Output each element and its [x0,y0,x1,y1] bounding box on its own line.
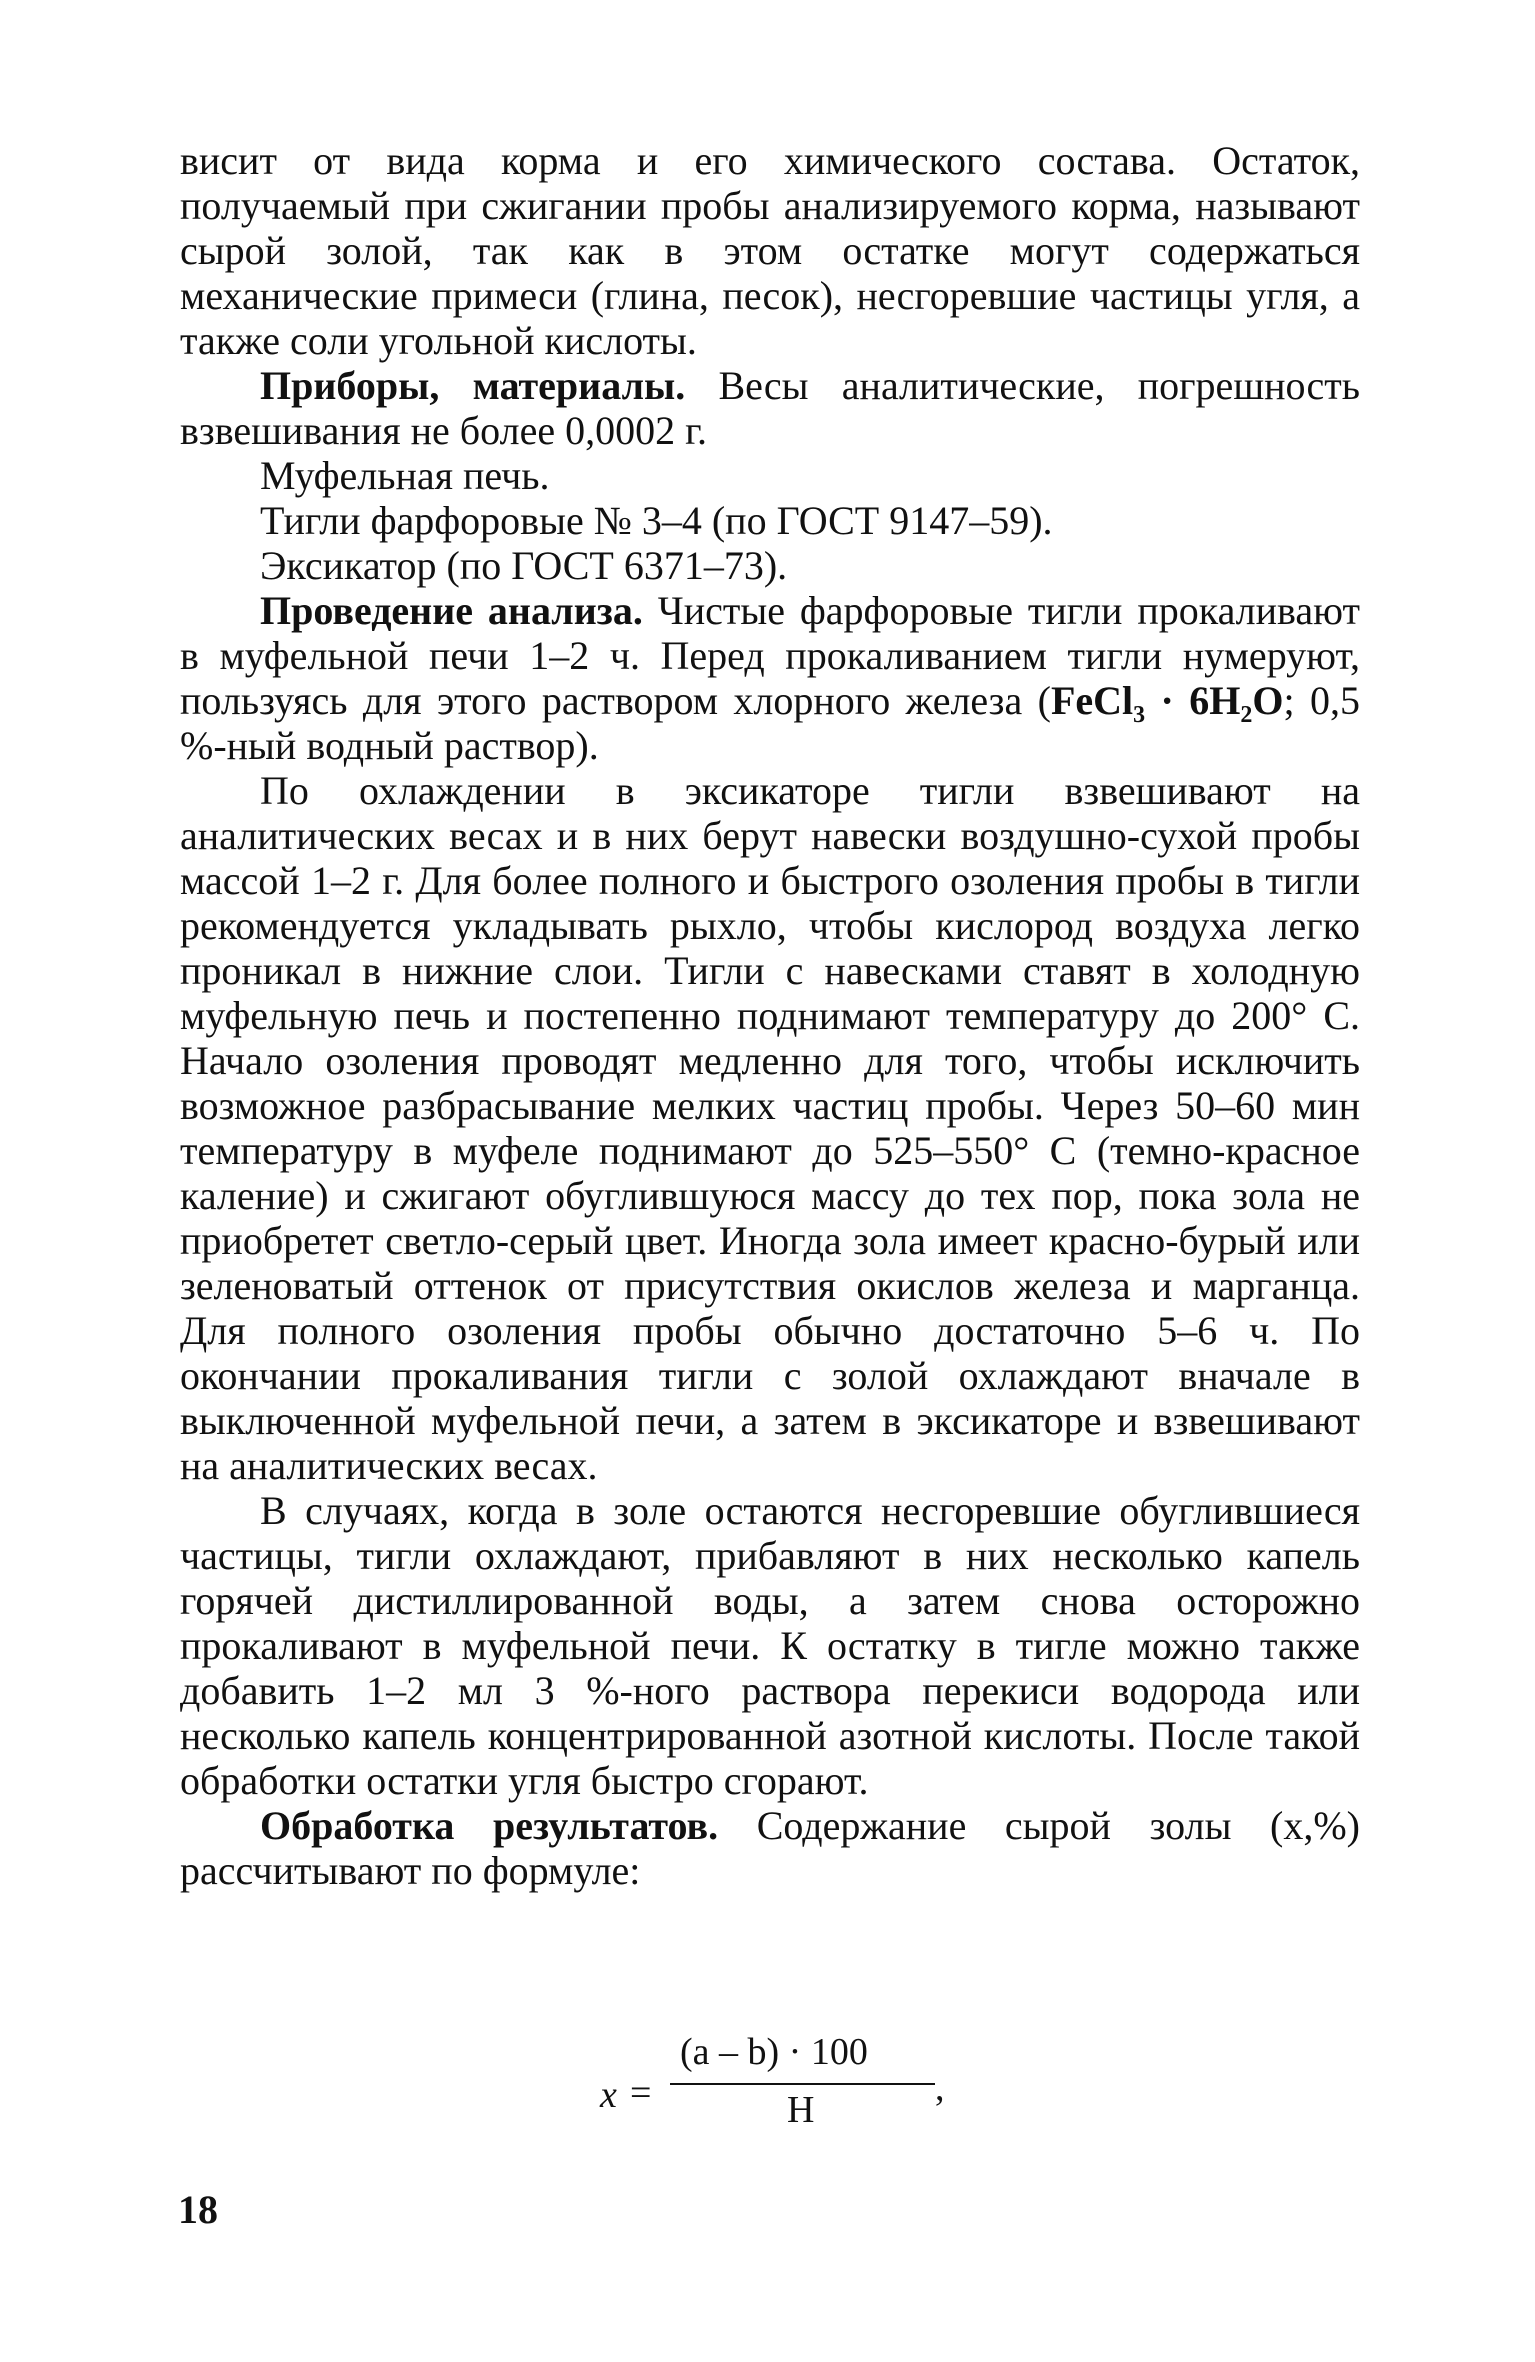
paragraph-equipment [180,363,1360,453]
formula-comma: , [935,2067,945,2109]
paragraph-residue: В случаях, когда в золе остаются несгоревшие обуглившиеся частицы, тигли охлаждают, прибавляют в них несколько капель горячей дистиллированной воды, а затем снова осторожно прокаливают в муфельной печи. К остатку в тигле можно также добавить 1–2 мл 3 %-ного раствора перекиси водорода или несколько капель концентрированной азотной кислоты. После такой обработки остатки угля быстро сгорают. [180,1488,1360,1803]
heading-equipment: Приборы, материалы. [260,363,686,408]
heading-procedure: Проведение анализа. [260,588,643,633]
paragraph-procedure [180,588,1360,768]
results-text: Содержание сырой золы (x,%) рассчитывают по формуле: [180,1803,1361,1893]
formula-denominator: Н [787,2089,815,2131]
paragraph-cooling: По охлаждении в эксикаторе тигли взвешивают на аналитических весах и в них берут навески воздушно-сухой пробы массой 1–2 г. Для более полного и быстрого озоления пробы в тигли рекомендуется укладывать рыхло, чтобы кислород воздуха легко проникал в нижние слои. Тигли с навесками ставят в холодную муфельную печь и постепенно поднимают температуру до 200° С. Начало озоления проводят медленно для того, чтобы исключить возможное разбрасывание мелких частиц пробы. Через 50–60 мин температуру в муфеле поднимают до 525–550° С (темно-красное каление) и сжигают обуглившуюся массу до тех пор, пока зола не приобретет светло-серый цвет. Иногда зола имеет красно-бурый или зеленоватый оттенок от присутствия окислов железа и марганца. Для полного озоления пробы обычно достаточно 5–6 ч. По окончании прокаливания тигли с золой охлаждают вначале в выключенной муфельной печи, а затем в эксикаторе и взвешивают на аналитических весах. [180,768,1360,1488]
ash-formula [600,2018,980,2131]
paragraph-intro: висит от вида корма и его химического состава. Остаток, получаемый при сжигании пробы анализируемого корма, называют сырой золой, так как в этом остатке могут содержаться механические примеси (глина, песок), несгоревшие частицы угля, а также соли угольной кислоты. [180,138,1360,363]
formula-equals: = [630,2072,652,2114]
paragraph-furnace: Муфельная печь. [260,453,550,498]
heading-results: Обработка результатов. [260,1803,719,1848]
page-number: 18 [178,2187,218,2232]
paragraph-results [180,1803,1360,1893]
chemical-formula: FeCl₃ · 6H₂O [1050,678,1284,723]
fraction-bar [670,2083,935,2085]
procedure-text-b: ; 0,5 %-ный водный раствор). [180,678,1360,768]
formula-lhs: x [600,2074,617,2116]
equipment-text: Весы аналитические, погрешность взвешивания не более 0,0002 г. [180,363,1360,453]
body-text [180,138,1360,1893]
paragraph-crucibles: Тигли фарфоровые № 3–4 (по ГОСТ 9147–59). [260,498,1053,543]
procedure-text-a: Чистые фарфоровые тигли прокаливают в муфельной печи 1–2 ч. Перед прокаливанием тигли нумеруют, пользуясь для этого раствором хлорного железа ( [180,588,1360,723]
paragraph-desiccator: Эксикатор (по ГОСТ 6371–73). [260,543,788,588]
formula-numerator: (a – b) · 100 [680,2031,868,2073]
